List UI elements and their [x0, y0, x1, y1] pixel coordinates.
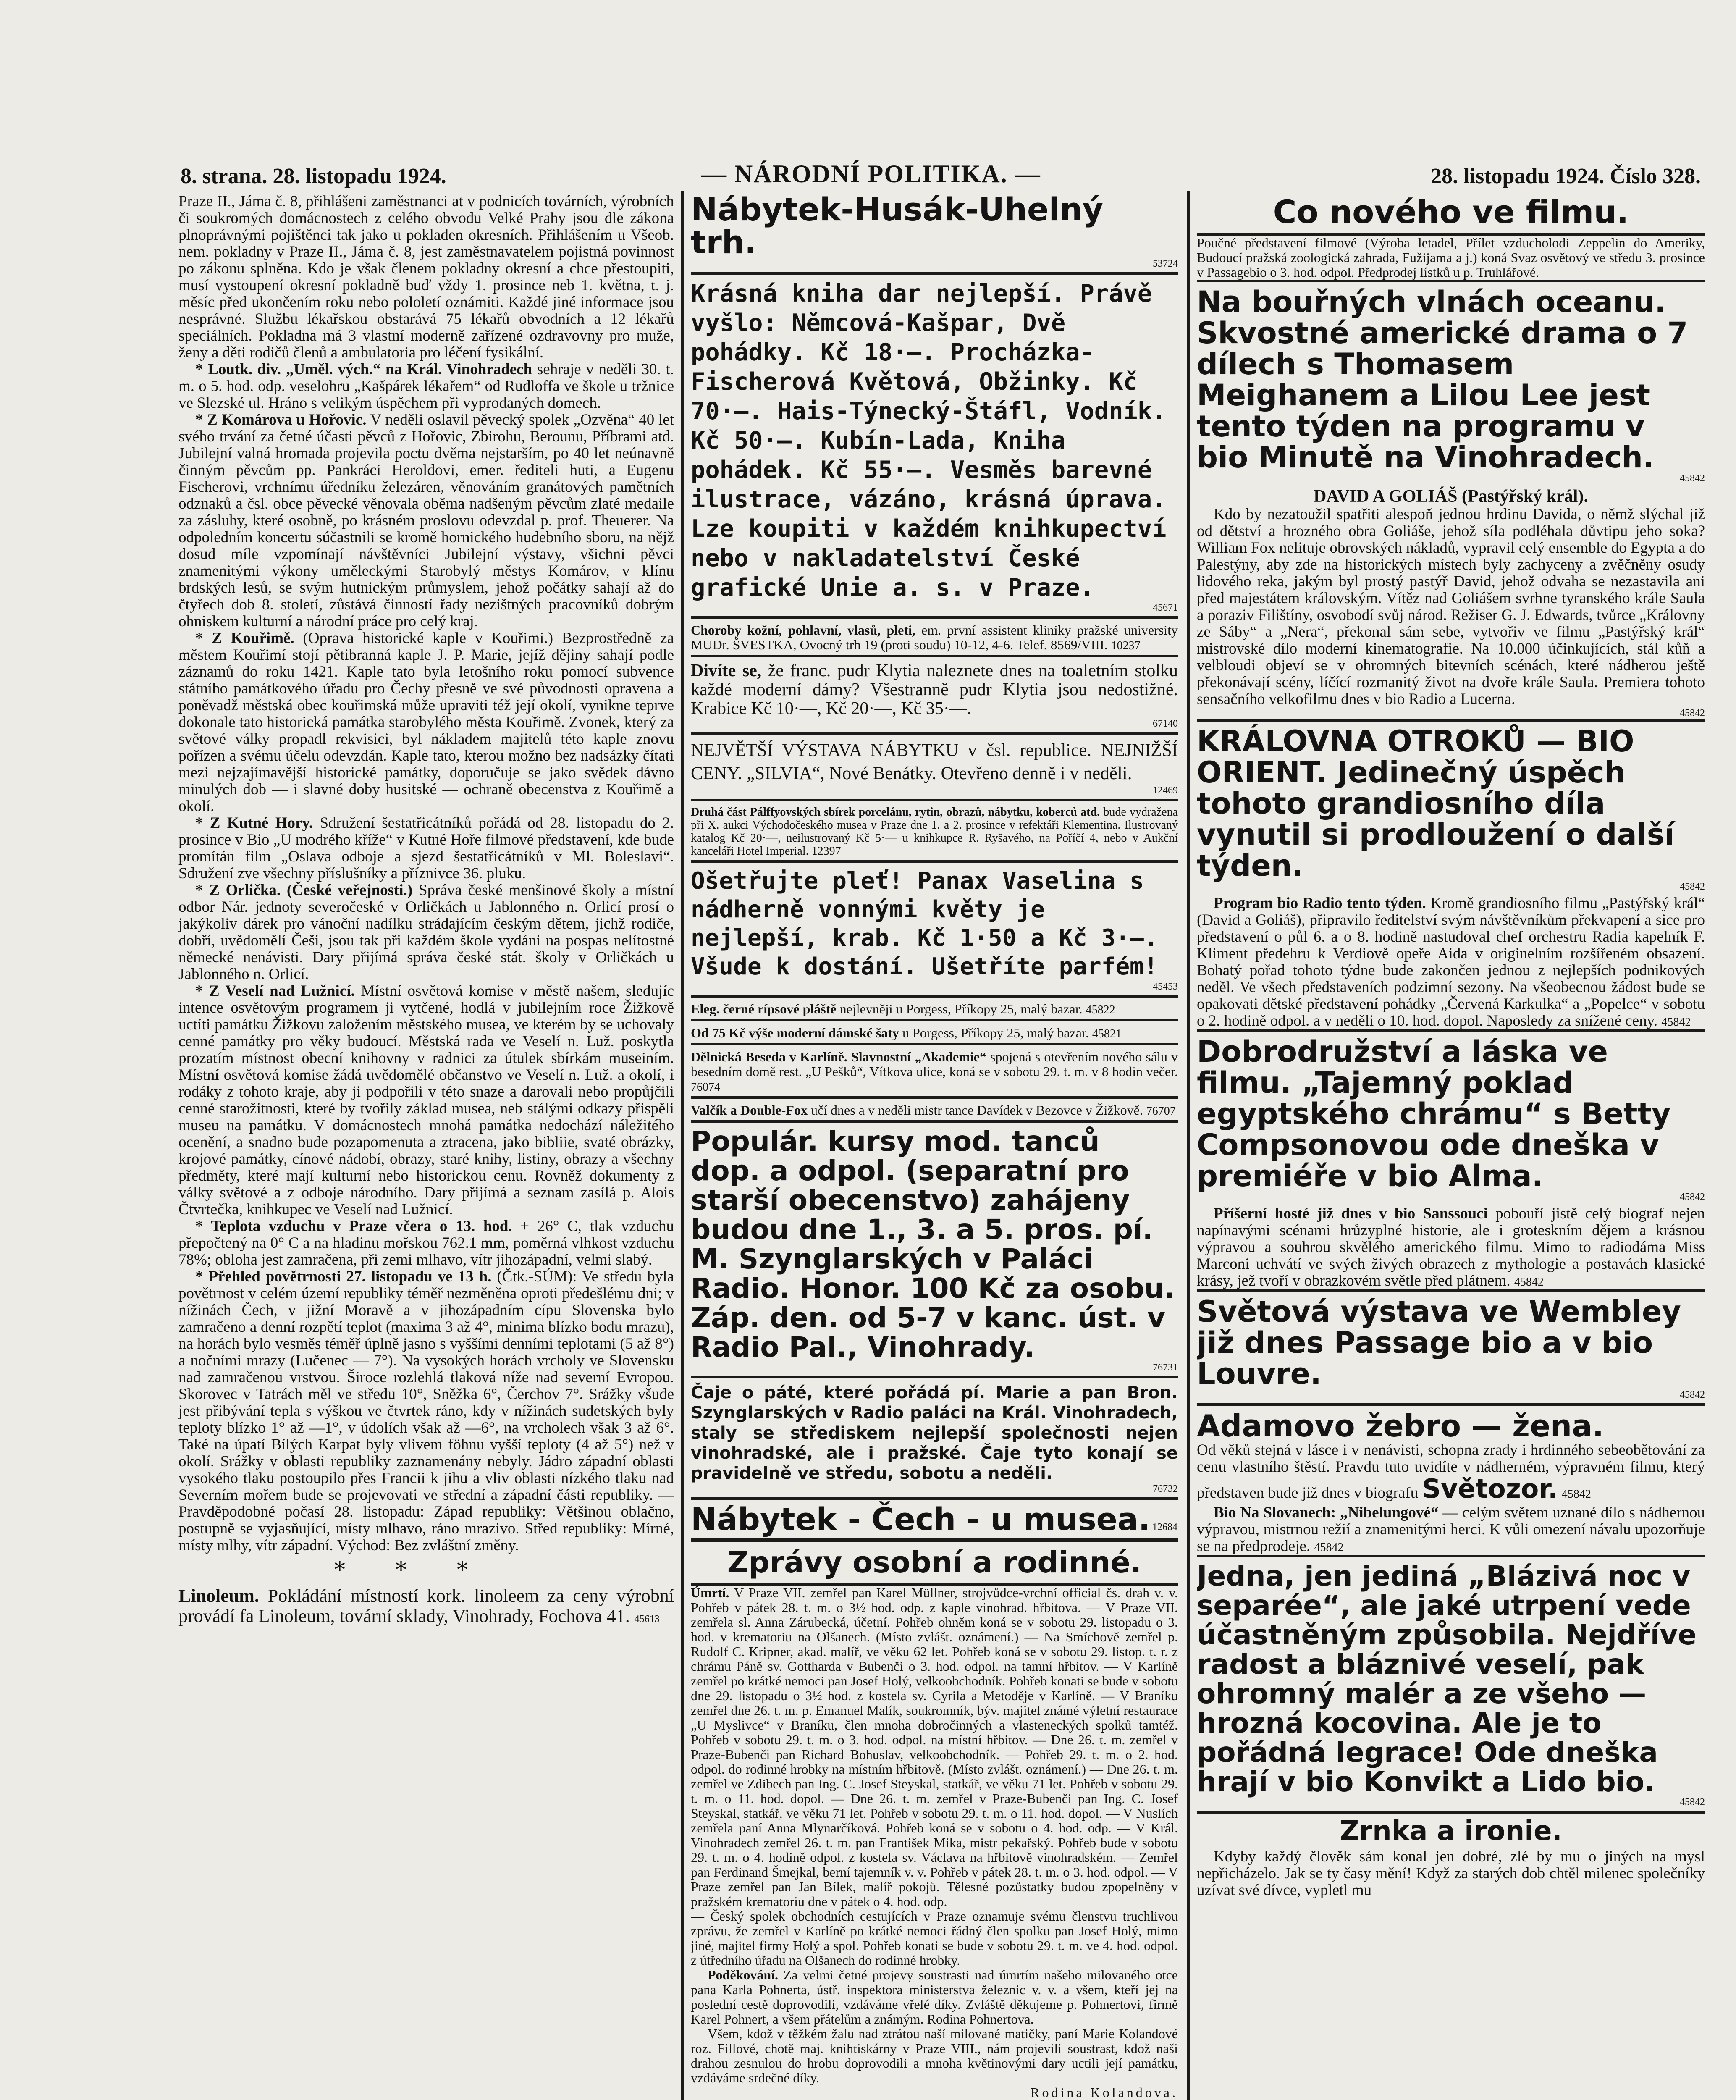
article-orlicko [178, 882, 674, 983]
ad-number: 76731 [1153, 1362, 1178, 1373]
ad-title: Eleg. černé rípsové pláště [691, 1001, 837, 1017]
ad-adventure [1197, 1029, 1705, 1205]
column-classified-ads [691, 193, 1178, 2100]
article-body: (Čtk.-SÚM): Ve středu byla povětrnost v celém území republiky téměř nezměněna oproti předešlému dni; v nížinách Čech, v jižní Moravě a v jihozápadním cípu Slovenska bylo zamračeno a denní rozpětí teplot (maxima 3 až 4°, minima blízko bodu mrazu), na horách bylo vesměs téměř úplně jasno s vyššími denními teplotami (5 až 8°) a nočními mrazy (Lučenec — 7°). Na vysokých horách vrcholy ve Slovensku nad zamračenou vrstvou. Široce rozlehlá tlaková níže nad severní Evropou. Skorovec v Tatrách měl ve středu 10°, Sněžka 6°, Čerchov 7°. Srážky všude jest přibývání tepla s výškou ve čtvrtek ráno, kdy v nížinách sudetských byly teploty blízko 1° až —1°, v údolích však až —6°, na vrcholech však 3 až 6°. Také na úpatí Bílých Karpat byly vlivem föhnu vyšší teploty (4 až 5°) než v okolí. Srážky v oblasti republiky zaznamenány nebyly. Jádro západní oblasti vysokého tlaku postoupilo přes Francii k jihu a vliv oblasti nízkého tlaku nad Severním mořem bude se projevovati ve střední a západní části republiky. — Pravděpodobné počasí 28. listopadu: Západ republiky: Většinou oblačno, postupně se vyjasňující, místy mlhavo, ráno mrazivo. Střed republiky: Mírné, místy mlhy, vítr západní. Východ: Bez zvláštní změny. [178, 1268, 674, 1554]
ad-title: Valčík a Double-Fox [691, 1102, 808, 1118]
ad-number: 45822 [1086, 1003, 1115, 1017]
ad-number: 12469 [1153, 785, 1178, 796]
article-kourim [178, 630, 674, 815]
ad-queen-slaves-text: KRÁLOVNA OTROKŮ — BIO ORIENT. Jedinečný úspěch tohoto grandiosního díla vynutil si prodloužení o další týden. [1197, 724, 1675, 883]
ad-number: 45821 [1092, 1027, 1122, 1041]
ad-dance-davidek [691, 1096, 1178, 1120]
ad-palffy [691, 799, 1178, 860]
article-title: * Z Orlička. (České veřejnosti.) [195, 882, 413, 899]
ad-number: 45453 [1153, 981, 1178, 992]
ad-husak [691, 193, 1178, 272]
article-temperature [178, 1218, 674, 1268]
article-title: * Z Kutné Hory. [195, 814, 313, 832]
ad-number: 76707 [1146, 1105, 1176, 1118]
article-body: V neděli oslavil pěvecký spolek „Ozvěna“ 40 let svého trvání za četné účasti pěvců z Hořovic, Zbirohu, Berounu, Příbrami atd. Jubilejní valná hromada projevila poctu dvěma nejstarším, po 40 let neúnavně činným pěvcům pp. Pankráci Heroldovi, emer. řediteli huti, a Eugenu Fischerovi, vrchnímu úředníku železáren, věnováním granátových pamětních odznaků a čsl. obce pěvecké věnovala oběma nadšeným pěvcům zlaté medaile za zásluhy, které osobně, po krásném proslovu odevzdal p. prof. Theuerer. Na odpoledním koncertu súčastnili se kromě hornického hudebního sboru, na nějž dosud míle vzpomínají návštěvníci Jubilejní výstavy, všichni pěvci znamenitými výkony uměleckými Starobylý městys Komárov, v klínu brdských lesů, se svým hutnickým průmyslem, jehož počátky sahají až do čtyřech dob 8. století, zůstává činností řady nezištných pracovníků dobrým ohniskem kulturní a národní práce pro celý kraj. [178, 411, 674, 630]
ad-books [691, 272, 1178, 616]
article-body: Kromě grandiosního filmu „Pastýřský král“ (David a Goliáš), připravilo ředitelství svým návštěvníkům překvapení a sice pro představení o půl 6. a o 8. hodině nastudoval chef orchestru Radia kapelník F. Kliment předehru k Verdiově opeře Aida v originelním rozšířeném obsazení. Bohatý pořad tohoto týdne bude zakončen jednou z nejlepších podnikových neděl. Ve všech představeních podzimní sezony. Na všeobecnou žádost bude se opakovati dětské představení pohádky „Červená Karkulka“ a „Popelce“ v sobotu o 2. hodině odpol. a v neděli o 10. hod. dopol. Naposledy za snížené ceny. [1197, 895, 1705, 1029]
article-body: sehraje v neděli 30. t. m. o 5. hod. odp. veselohru „Kašpárek lékařem“ od Rudloffa ve škole u tržnice ve Slezské ul. Hráno s velikým úspěchem při vyprodaných domech. [178, 361, 674, 412]
article-body: — celým světem uznané dílo s nádhernou výpravou, mistrnou režií a znamenitými herci. K vůli omezení návalu upozorňuje se na předprodeje. [1197, 1504, 1705, 1555]
article-title: * Přehled povětrnosti 27. listopadu ve 13 h. [195, 1268, 492, 1285]
ad-title: Choroby kožní, pohlavní, vlasů, pleti, [691, 622, 915, 638]
article-david: Kdo by nezatoužil spatřiti alespoň jednou hrdinu Davida, o němž slýchal již od dětství a hrozného obra Goliáše, jehož síla podléhala důvtipu jeho soka? William Fox nelituje obrovských nákladů, vypravil celý ensemble do Egypta a do Palestýny, aby zde na historických místech byly zachyceny a zvěčněny osudy lidového reka, jakým byl prostý pastýř David, jehož odvaha se nezastavila ani před majestátem královským. Vítěz nad Goliášem svrhne tyranského krále Saula a poraziv Filištíny, osvobodí svůj národ. Režiser G. J. Edwards, tvůrce „Královny ze Sáby“ a „Nera“, překonal sám sebe, vytvořiv ve filmu „Pastýřský král“ mistrovské dílo moderní kinematografie. Na 10.000 účinkujících, stál kůň a velbloudi objeví se v ohromných bitevních scénách, které nádherou ještě překonávají scény, líčící rozmanitý život na dvoře krále Saula. Premiera tohoto sensačního velkofilmu dnes v bio Radio a Lucerna. [1197, 506, 1705, 708]
ad-title: Divíte se, [691, 661, 762, 681]
ad-number: 45842 [1514, 1276, 1544, 1289]
ad-panax [691, 860, 1178, 995]
ad-title: Linoleum. [178, 1586, 259, 1606]
article-society: — Český spolek obchodních cestujících v Praze oznamuje svému členstvu truchlivou zprávu, že zemřel v Karlíně po krátké nemoci řádný člen spolku pan Josef Holý, mimo jiné, majitel firmy Holý a spol. Pohřeb konati se bude v sobotu 29. t. m. ve 4. hod. odpol. z útředního úřadu na Olšanech do rodinné hrobky. [691, 1908, 1178, 1968]
ad-klytia [691, 655, 1178, 732]
ad-body: em. první assistent kliniky pražské university MUDr. ŠVESTKA, Ovocný trh 19 (proti soudu) 10-12, 4-6. Telef. 8569/VIII. [691, 622, 1178, 653]
ad-number: 10237 [1111, 639, 1141, 653]
article-body: Za velmi četné projevy soustrasti nad úmrtím našeho milovaného otce pana Karla Pohnerta, ústř. inspektora ministerstva železnic v. v. a všem, kteří jej na poslední cestě doprovodili, vzdáváme vřelé díky. Zvláště děkujeme p. Pohnertovi, firmě Karel Pohnert, a všem přátelům a známým. Rodina Pohnertova. [691, 1967, 1178, 2026]
ad-number: 12397 [811, 845, 841, 858]
ad-ocean-text: Na bouřných vlnách oceanu. Skvostné americké drama o 7 dílech s Thomasem Meighanem a Lilou Lee jest tento týden na programu v bio Minutě na Vinohradech. [1197, 285, 1688, 475]
column-local-news [178, 193, 674, 2100]
article-veseli [178, 983, 674, 1218]
article-title: Program bio Radio tento týden. [1214, 895, 1426, 912]
article-irony: Kdyby každý člověk sám konal jen dobré, zlé by mu o jiných na mysl nepřicházelo. Jak se ty časy mění! Když za starých dob chtěl milenec společníky uzívat své dívce, vypletl mu [1197, 1848, 1705, 1899]
ad-number: 45842 [1680, 473, 1705, 484]
ad-body: že franc. pudr Klytia naleznete dnes na toaletním stolku každé moderní dámy? Všestranně pudr Klytia jsou nedostižné. Krabice Kč 10·—, Kč 20·—, Kč 35·—. [691, 661, 1178, 719]
ad-number: 45671 [1153, 602, 1178, 614]
article-film-intro: Poučné představení filmové (Výroba letadel, Přílet vzducholodi Zeppelin do Ameriky, Budoucí pražská zoologická zahrada, Fužijama a j.) koná Svaz osvětový ve středu 3. prosince v Passagebio o 3. hod. odpol. Předprodej lístků u p. Truhlářové. [1197, 235, 1705, 280]
ad-body: spojená s otevřením nového sálu v besedním domě rest. „U Pešků“, Vítkova ulice, koná se v sobotu 29. t. m. v 8 hodin večer. [691, 1049, 1178, 1079]
article-puppet-theatre [178, 361, 674, 412]
article-title: * Loutk. div. „Uměl. vých.“ na Král. Vinohradech [195, 361, 532, 378]
ad-title: Druhá část Pálffyovských sbírek porcelánu, rytin, obrazů, nábytku, koberců atd. [691, 806, 1100, 819]
ad-number: 45842 [1661, 1016, 1691, 1029]
ad-adventure-text: Dobrodružství a láska ve filmu. „Tajemný poklad egyptského chrámu“ s Betty Compsonovou ode dneška v premiéře v bio Alma. [1197, 1034, 1671, 1193]
ad-number: 45842 [1680, 1389, 1705, 1400]
section-divider-stars: *** [334, 1557, 518, 1583]
ad-books-text: Krásná kniha dar nejlepší. Právě vyšlo: Němcová-Kašpar, Dvě pohádky. Kč 18·—. Procházka-Fischerová Květová, Obžinky. Kč 70·—. Hais-Týnecký-Štáfl, Vodník. Kč 50·—. Kubín-Lada, Kniha pohádek. Kč 55·—. Vesměs barevné ilustrace, vázáno, krásná úprava. Lze koupiti v každém knihkupectví nebo v nakladatelství České grafické Unie a. s. v Praze. [691, 280, 1167, 602]
ad-tea-party [691, 1376, 1178, 1497]
ad-title: Světozor. [1422, 1473, 1558, 1504]
article-nibelungen [1197, 1504, 1705, 1555]
article-kutna-hora [178, 815, 674, 882]
article-body: (Oprava historické kaple v Kouřimi.) Bezprostředně za městem Kouřimí stojí pětibranná kaple J. P. Marie, jejíž dějiny sahají podle záznamů do roku 1421. Kaple tato byla letošního roku pomocí subvence státního památkového úřadu pro Čechy přesně ve své původnosti opravena a poněvadž městská obec kouřimská může upraviti též její okolí, vynikne teprve dokonale tato historická památka starobylého města Kouřimě. Zvonek, který za světové války propadl rekvisici, byl nákladem majitelů této kaple znovu pořízen a svému účelu odevzdán. Kaple tato, kterou možno bez nadsázky čítati mezi nejzajímavější historické památky, doporučuje se jako svědek dávno minulých dob — i slavné doby husitské — ochraně obecenstva z Kouřimě a okolí. [178, 630, 674, 815]
ad-ocean [1197, 280, 1705, 487]
article-pension: Praze II., Jáma č. 8, přihlášeni zaměstnanci at v podnicích továrních, výrobních či soukromých domácnostech z celého obvodu Velké Prahy jsou dle zákona plnoprávnými pojištěnci tak jako u pokladen okresních. Přihlášením u Všeob. nem. pokladny v Praze II., Jáma č. 8, jest zaměstnavatelem pojistná povinnost po zákonu splněna. Kdo je však členem pokladny okresní a chce přestoupiti, musí vystoupení okresní pokladně buď vždy 1. prosince neb 1. května, t. j. měsíc před ukončením roku nebo pololetí oznámiti. Každé jiné informace jsou nesprávné. Službu lékařskou obstarává 75 lékařů obvodních a 12 lékařů speciálních. Pokladna má 3 vlastní moderně zařízené ozdravovny pro muže, ženy a děti rodičů členů a ambulatoria pro léčení fysikální. [178, 193, 674, 361]
ad-title: Dělnická Beseda v Karlíně. Slavnostní „Akademie“ [691, 1049, 986, 1065]
ad-panax-text: Ošetřujte pleť! Panax Vaselina s nádherně vonnými květy je nejlepší, krab. Kč 1·50 a Kč 3·—. Všude k dostání. Ušetříte parfém! [691, 867, 1158, 981]
article-body: Správa české menšinové školy a místní odbor Nár. jednoty severočeské v Orličkách u Jablonného n. Orlicí prosí o jakýkoliv dárek pro vánoční nadílku strádajícím českým dětem, jichž rodiče, dobří, uvědomělí Češi, jsou tak při každém škole vydáni na pospas nelítostné německé nenávisti. Dary přijímá správa české stát. školy v Orličkách u Jablonného n. Orlicí. [178, 882, 674, 983]
ad-skin-doctor [691, 616, 1178, 655]
ad-queen-slaves [1197, 719, 1705, 895]
article-body: + 26° C, tlak vzduchu přepočtený na 0° C a na hladinu mořskou 762.1 mm, poměrná vlhkost vzduchu 78%; obloha jest zamračena, při zemi mlhavo, vítr jihozápadní, velmi slabý. [178, 1218, 674, 1268]
ad-cech [691, 1497, 1178, 1538]
ad-number: 45613 [634, 1614, 660, 1625]
section-heading-film: Co nového ve filmu. [1197, 193, 1705, 236]
ad-number: 45842 [1680, 1192, 1705, 1202]
ad-number: 76074 [691, 1081, 720, 1094]
ad-body: bude vydražena při X. aukci Východočeského musea v Praze dne 1. a 2. prosince v refektáři Klementina. Ilustrovaný katalog Kč 20·—, neilustrovaný Kč 5·— u knihkupce R. Ryšavého, na Poříčí 4, nebo v Aukční kanceláři Hotel Imperial. [691, 806, 1178, 858]
ad-dance-courses-text: Populár. kursy mod. tanců dop. a odpol. (separatní pro starší obecenstvo) zahájeny budou dne 1., 3. a 5. pros. pí. M. Szynglarských v Paláci Radio. Honor. 100 Kč za osobu. Záp. den. od 5-7 v kanc. úst. v Radio Pal., Vinohrady. [691, 1125, 1175, 1364]
article-title: * Z Veselí nad Lužnicí. [195, 982, 355, 1000]
article-body: V Praze VII. zemřel pan Karel Müllner, strojvůdce-vrchní official čs. drah v. v. Pohřeb v pátek 28. t. m. o 3½ hod. odp. z kaple vinohrad. hřbitova. — V Praze VII. zemřela sl. Anna Zárubecká, účetní. Pohřeb ohněm koná se v sobotu 29. listopadu o 3. hod. v krematoriu na Olšanech. (Místo zvlášt. oznámení.) — Na Smíchově zemřel p. Rudolf C. Kripner, akad. malíř, ve věku 62 let. Pohřeb koná se v sobotu 29. listop. t. r. z chrámu Páně sv. Gottharda v Bubenči o 3. hod. odpol. na tamní hřbitov. — V Karlíně zemřel po krátké nemoci pan Josef Holý, velkoobchodník. Pohřeb konati se bude v sobotu dne 29. listopadu o 3½ hod. z kostela sv. Cyrila a Metoděje v Karlíně. — V Braníku zemřel dne 26. t. m. p. Emanuel Malík, soukromník, býv. majitel známé výletní restaurace „U Myslivce“ v Braníku, člen mnoha dobročinných a vlasteneckých spolků tamtéž. Pohřeb v sobotu 29. t. m. o 3. hod. odpol. na místní hřbitov. — Dne 26. t. m. zemřel v Praze-Bubenči pan Richard Bohuslav, velkoobchodník. — Pohřeb 29. t. m. o 2. hod. odpol. do rodinné hrobky na místním hřbitově. (Místo zvlášt. oznámení.) — Dne 26. t. m. zemřel ve Zdibech pan Ing. C. Josef Steyskal, statkář, ve věku 71 let. Pohřeb v sobotu 29. t. m. o 11. hod. dopol. — Dne 26. t. m. zemřel v Praze-Bubenči pan Ing. C. Josef Steyskal, statkář, ve věku 71 let. Pohřeb v sobotu 29. t. m. o 11. hod. dopol. — V Nuslích zemřela paní Anna Mlynarčíková. Pohřeb koná se v sobotu o 4. hod. odp. — V Král. Vinohradech zemřel 26. t. m. pan František Mika, mistr pekařský. Pohřeb bude v sobotu 29. t. m. o 4. hodině odpol. z kostela sv. Václava na hřbitově vinohradském. — Zemřel pan Ferdinand Šmejkal, berní tajemník v. v. Pohřeb v pátek 28. t. m. o 3. hod. odpol. — V Praze zemřel pan Jan Bílek, malíř pokojů. Tělesné pozůstatky budou zpopelněny v pražském krematoriu dne v pátek o 4. hod. odp. [691, 1585, 1178, 1909]
ad-wembley [1197, 1289, 1705, 1403]
article-body: pobouří jistě celý biograf nejen napínavými scénami hrůzyplné historie, ale i groteskním dějem a krásnou výpravou a souhrou skvělého amerického filmu. Mimo to radiodáma Miss Marconi uchvátí ve svých živých obrazech z mythologie a postavách klasické krásy, jež tvoří v obrazkovém světle před plátnem. [1197, 1205, 1705, 1289]
ad-dresses [691, 1019, 1178, 1043]
article-body: Sdružení šestatřicátníků pořádá od 28. listopadu do 2. prosince v Bio „U modrého kříže“ v Kutné Hoře filmové představení, kde bude promítán film „Oslava odboje a sjezd šestatřicátníků v Ml. Boleslavi“. Sdružení zve všechny příslušníky a příznivce 36. pluku. [178, 814, 674, 882]
ad-silvia-text: NEJVĚTŠÍ VÝSTAVA NÁBYTKU v čsl. republice. NEJNIŽŠÍ CENY. „SILVIA“, Nové Benátky. Otevřeno denně i v neděli. [691, 740, 1178, 784]
ad-number: 45842 [1561, 1488, 1591, 1501]
article-sanssouci [1197, 1205, 1705, 1289]
ad-title: Od 75 Kč výše moderní dámské šaty [691, 1025, 899, 1041]
article-title: Poděkování. [708, 1967, 779, 1982]
ad-number: 45842 [1680, 881, 1705, 892]
ad-adam-title: Adamovo žebro — žena. [1197, 1408, 1604, 1444]
ad-body: nejlevněji u Porgess, Příkopy 25, malý bazar. [839, 1001, 1083, 1017]
article-thanks-kolanda: Všem, kdož v těžkém žalu nad ztrátou naší milované matičky, paní Marie Kolandové roz. Fillové, chotě maj. knihtiskárny v Praze VIII., nám projevili soustrast, kdož naši drahou zesnulou do hrobu doprovodili a mnoha květinovými dary uctili její památku, vzdáváme srdečné díky. [691, 2026, 1178, 2085]
article-title: * Z Kouřimě. [195, 630, 294, 647]
ad-coats [691, 995, 1178, 1019]
ad-crazy-night [1197, 1555, 1705, 1811]
article-program [1197, 895, 1705, 1029]
article-title: * Z Komárova u Hořovic. [195, 411, 367, 428]
ad-tea-party-text: Čaje o páté, které pořádá pí. Marie a pan Bron. Szynglarských v Radio paláci na Král. Vinohradech, staly se střediskem nejlepší společnosti nejen vinohradské, ale i pražské. Čaje tyto konají se pravidelně ve středu, sobotu a neděli. [691, 1383, 1178, 1483]
page-header [181, 160, 1701, 193]
article-deaths [691, 1586, 1178, 1909]
ad-husak-text: Nábytek-Husák-Uhelný trh. [691, 193, 1104, 261]
ad-number: 67140 [1153, 718, 1178, 730]
section-heading-personal: Zprávy osobní a rodinné. [691, 1538, 1178, 1586]
ad-number: 12684 [1152, 1522, 1177, 1533]
article-title: Bio Na Slovanech: „Nibelungové“ [1214, 1504, 1439, 1522]
column-cinema [1197, 193, 1705, 2100]
ad-cech-text: Nábytek - Čech - u musea. [691, 1502, 1150, 1538]
column-rule-2 [1187, 191, 1190, 2100]
ad-crazy-night-text: Jedna, jen jediná „Blázivá noc v separée“, ale jaké utrpení vede účastněným způsobila. Nejdříve radost a bláznivé veselí, pak ohromný malér a ze všeho — hrozná kocovina. Ale je to pořádná legrace! Ode dneška hrají v bio Konvikt a Lido bio. [1197, 1560, 1697, 1798]
ad-number: 45842 [1680, 1797, 1705, 1808]
ad-adam [1197, 1403, 1705, 1504]
page-number-date: 8. strana. 28. listopadu 1924. [181, 164, 446, 188]
ad-number: 76732 [1153, 1483, 1178, 1495]
ad-adam-body [1197, 1442, 1705, 1502]
article-title: Příšerní hosté již dnes v bio Sanssouci [1214, 1205, 1488, 1222]
ad-silvia [691, 732, 1178, 799]
ad-beseda [691, 1043, 1178, 1096]
ad-body: Od věků stejná v lásce i v nenávisti, schopna zrady i hrdinného sebeobětování za cenu vlastního štěstí. Pravdu tuto uvidíte v nádherném, výpravném filmu, který představen bude již dnes v biografu [1197, 1441, 1705, 1502]
ad-linoleum [178, 1586, 674, 1629]
article-signature: Rodina Kolandova. [1031, 2084, 1178, 2100]
ad-dance-courses [691, 1120, 1178, 1376]
ad-body: učí dnes a v neděli mistr tance Davídek v Bezovce v Žižkově. [810, 1102, 1143, 1118]
article-thanks [691, 1968, 1178, 2026]
column-rule-1 [681, 191, 684, 2100]
article-body: Místní osvětová komise v městě našem, sledujíc intence osvětovým programem ji vytčené, hodlá v jubilejním roce Žižkově uctíti památku Žižkovu založením městského musea, ve kterém by se uchovaly cenné památky pro věky budoucí. Městská rada ve Veselí n. Luž. poskytla prozatím místnost obecní knihovny v radnici za útulek sbírkám museiním. Místní osvětová komise žádá uvědomělé občanstvo ve Veselí n. Luž. a okolí, i rodáky z tohoto kraje, aby ji podpořili v této snaze a darovali nebo propůjčili cenné starožitnosti, které by tvořily základ musea, neb stálými odkazy přispěli museu na památku. V domácnostech mnohá památka nedochází náležitého ocenění, a snadno bude pozapomenuta a ztracena, jako bibliie, svaté obrázky, krojové památky, cínové nádobí, obrazy, staré knihy, listiny, obrazy a všechny předměty, které mají kulturní nebo historickou cenu. Rovněž dokumenty z války světové a z odboje národního. Dary přijímá a seznam zasílá p. Alois Čtvrtečka, knihkupec ve Veselí nad Lužnicí. [178, 982, 674, 1218]
ad-number: 53724 [1153, 258, 1178, 270]
article-title: DAVID A GOLIÁŠ (Pastýřský král). [1314, 487, 1588, 506]
article-komarov [178, 412, 674, 630]
section-heading-irony: Zrnka a ironie. [1197, 1811, 1705, 1848]
ad-body: Pokládání místností kork. linoleem za ceny výrobní provádí fa Linoleum, tovární sklady, Vinohrady, Fochova 41. [178, 1586, 674, 1626]
article-title: Úmrtí. [691, 1585, 729, 1600]
article-title: * Teplota vzduchu v Praze včera o 13. hod. [195, 1218, 512, 1235]
issue-number: 28. listopadu 1924. Číslo 328. [1431, 164, 1701, 188]
masthead: — NÁRODNÍ POLITIKA. — [701, 160, 1041, 188]
ad-number: 45842 [1680, 708, 1705, 719]
ad-number: 45842 [1314, 1541, 1344, 1554]
ad-wembley-text: Světová výstava ve Wembley již dnes Passage bio a v bio Louvre. [1197, 1294, 1681, 1391]
ad-body: u Porgess, Příkopy 25, malý bazar. [902, 1025, 1089, 1041]
article-weather [178, 1268, 674, 1554]
